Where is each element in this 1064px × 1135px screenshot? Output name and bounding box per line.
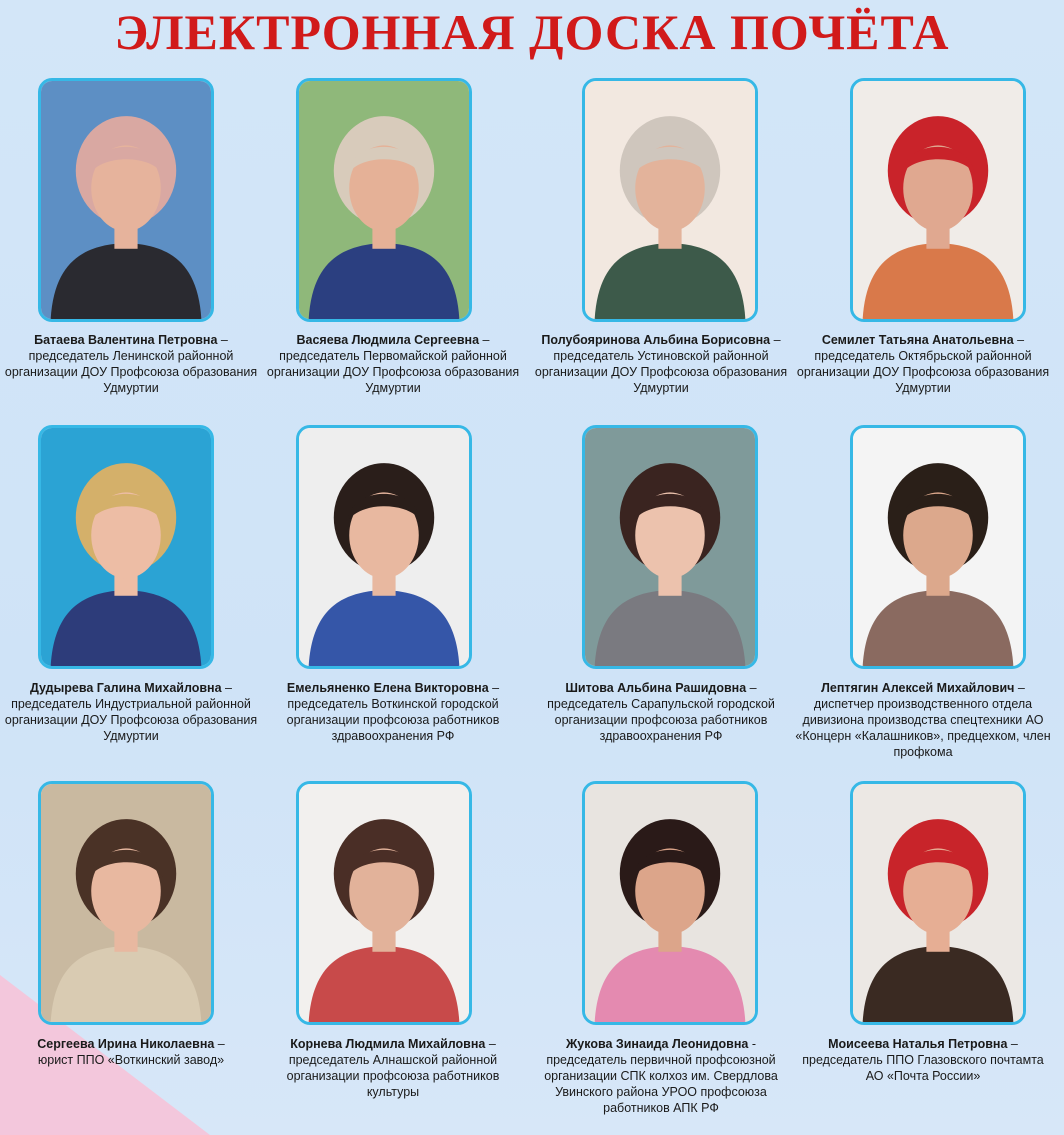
person-name: Полубояринова Альбина Борисовна — [541, 333, 771, 347]
name-dash: – — [221, 681, 233, 695]
person-name: Семилет Татьяна Анатольевна — [821, 333, 1014, 347]
name-dash: - — [748, 1037, 756, 1051]
person-caption — [792, 1036, 1054, 1084]
portrait-photo — [296, 425, 472, 669]
person-name: Корнева Людмила Михайловна — [290, 1037, 486, 1051]
portrait-illustration — [853, 784, 1023, 1022]
portrait-photo — [582, 425, 758, 669]
person-caption — [0, 1036, 262, 1068]
person-caption — [262, 332, 524, 396]
name-dash: – — [485, 1037, 496, 1051]
person-caption — [262, 680, 524, 744]
name-dash: – — [217, 333, 228, 347]
person-position: председатель первичной профсоюзной организации СПК колхоз им. Свердлова Увинского района УРОО профсоюза работников АПК РФ — [544, 1053, 778, 1115]
portrait-illustration — [853, 81, 1023, 319]
person-position: председатель Устиновской районной организации ДОУ Профсоюза образования Удмуртии — [534, 349, 788, 395]
person-name: Моисеева Наталья Петровна — [828, 1037, 1008, 1051]
name-dash: – — [479, 333, 490, 347]
person-position: председатель Октябрьской районной организации ДОУ Профсоюза образования Удмуртии — [796, 349, 1050, 395]
person-caption — [0, 680, 262, 744]
person-position: председатель Первомайской районной организации ДОУ Профсоюза образования Удмуртии — [266, 349, 520, 395]
portrait-photo — [38, 78, 214, 322]
name-dash: – — [770, 333, 781, 347]
person-name: Емельяненко Елена Викторовна — [286, 681, 489, 695]
person-name: Батаева Валентина Петровна — [34, 333, 218, 347]
portrait-photo — [582, 781, 758, 1025]
person-position: председатель Ленинской районной организации ДОУ Профсоюза образования Удмуртии — [4, 349, 258, 395]
portrait-photo — [582, 78, 758, 322]
person-caption — [792, 680, 1054, 760]
person-position: председатель Воткинской городской организации профсоюза работников здравоохранения РФ — [286, 697, 500, 743]
person-caption — [262, 1036, 524, 1100]
portrait-illustration — [585, 784, 755, 1022]
portrait-photo — [850, 78, 1026, 322]
person-position: председатель Индустриальной районной организации ДОУ Профсоюза образования Удмуртии — [4, 697, 258, 743]
person-caption — [530, 1036, 792, 1116]
name-dash: – — [1014, 681, 1025, 695]
person-caption — [530, 332, 792, 396]
portrait-photo — [296, 78, 472, 322]
person-position: председатель ППО Глазовского почтамта АО «Почта России» — [802, 1053, 1044, 1083]
person-name: Дудырева Галина Михайловна — [29, 681, 222, 695]
portrait-illustration — [585, 81, 755, 319]
portrait-photo — [850, 425, 1026, 669]
person-name: Жукова Зинаида Леонидовна — [566, 1037, 749, 1051]
portrait-photo — [850, 781, 1026, 1025]
person-caption — [530, 680, 792, 744]
portrait-illustration — [299, 81, 469, 319]
person-caption — [792, 332, 1054, 396]
portrait-illustration — [853, 428, 1023, 666]
portrait-photo — [296, 781, 472, 1025]
name-dash: – — [1013, 333, 1025, 347]
portrait-photo — [38, 781, 214, 1025]
portrait-photo — [38, 425, 214, 669]
page-title: ЭЛЕКТРОННАЯ ДОСКА ПОЧЁТА — [114, 4, 950, 60]
portrait-illustration — [41, 784, 211, 1022]
person-name: Лептягин Алексей Михайлович — [821, 681, 1015, 695]
portrait-illustration — [299, 428, 469, 666]
name-dash: – — [746, 681, 757, 695]
person-position: председатель Сарапульской городской организации профсоюза работников здравоохранения РФ — [547, 697, 775, 743]
person-name: Шитова Альбина Рашидовна — [565, 681, 747, 695]
name-dash: – — [1007, 1037, 1018, 1051]
portrait-illustration — [299, 784, 469, 1022]
person-position: юрист ППО «Воткинский завод» — [37, 1053, 225, 1067]
portrait-illustration — [41, 428, 211, 666]
name-dash: – — [214, 1037, 225, 1051]
name-dash: – — [488, 681, 500, 695]
person-position: диспетчер производственного отдела дивизиона производства спецтехники АО «Концерн «Калашников», предцехком, член профкома — [795, 697, 1051, 759]
person-name: Васяева Людмила Сергеевна — [296, 333, 480, 347]
person-name: Сергеева Ирина Николаевна — [37, 1037, 215, 1051]
portrait-illustration — [41, 81, 211, 319]
person-position: председатель Алнашской районной организации профсоюза работников культуры — [286, 1053, 500, 1099]
portrait-illustration — [585, 428, 755, 666]
person-caption — [0, 332, 262, 396]
